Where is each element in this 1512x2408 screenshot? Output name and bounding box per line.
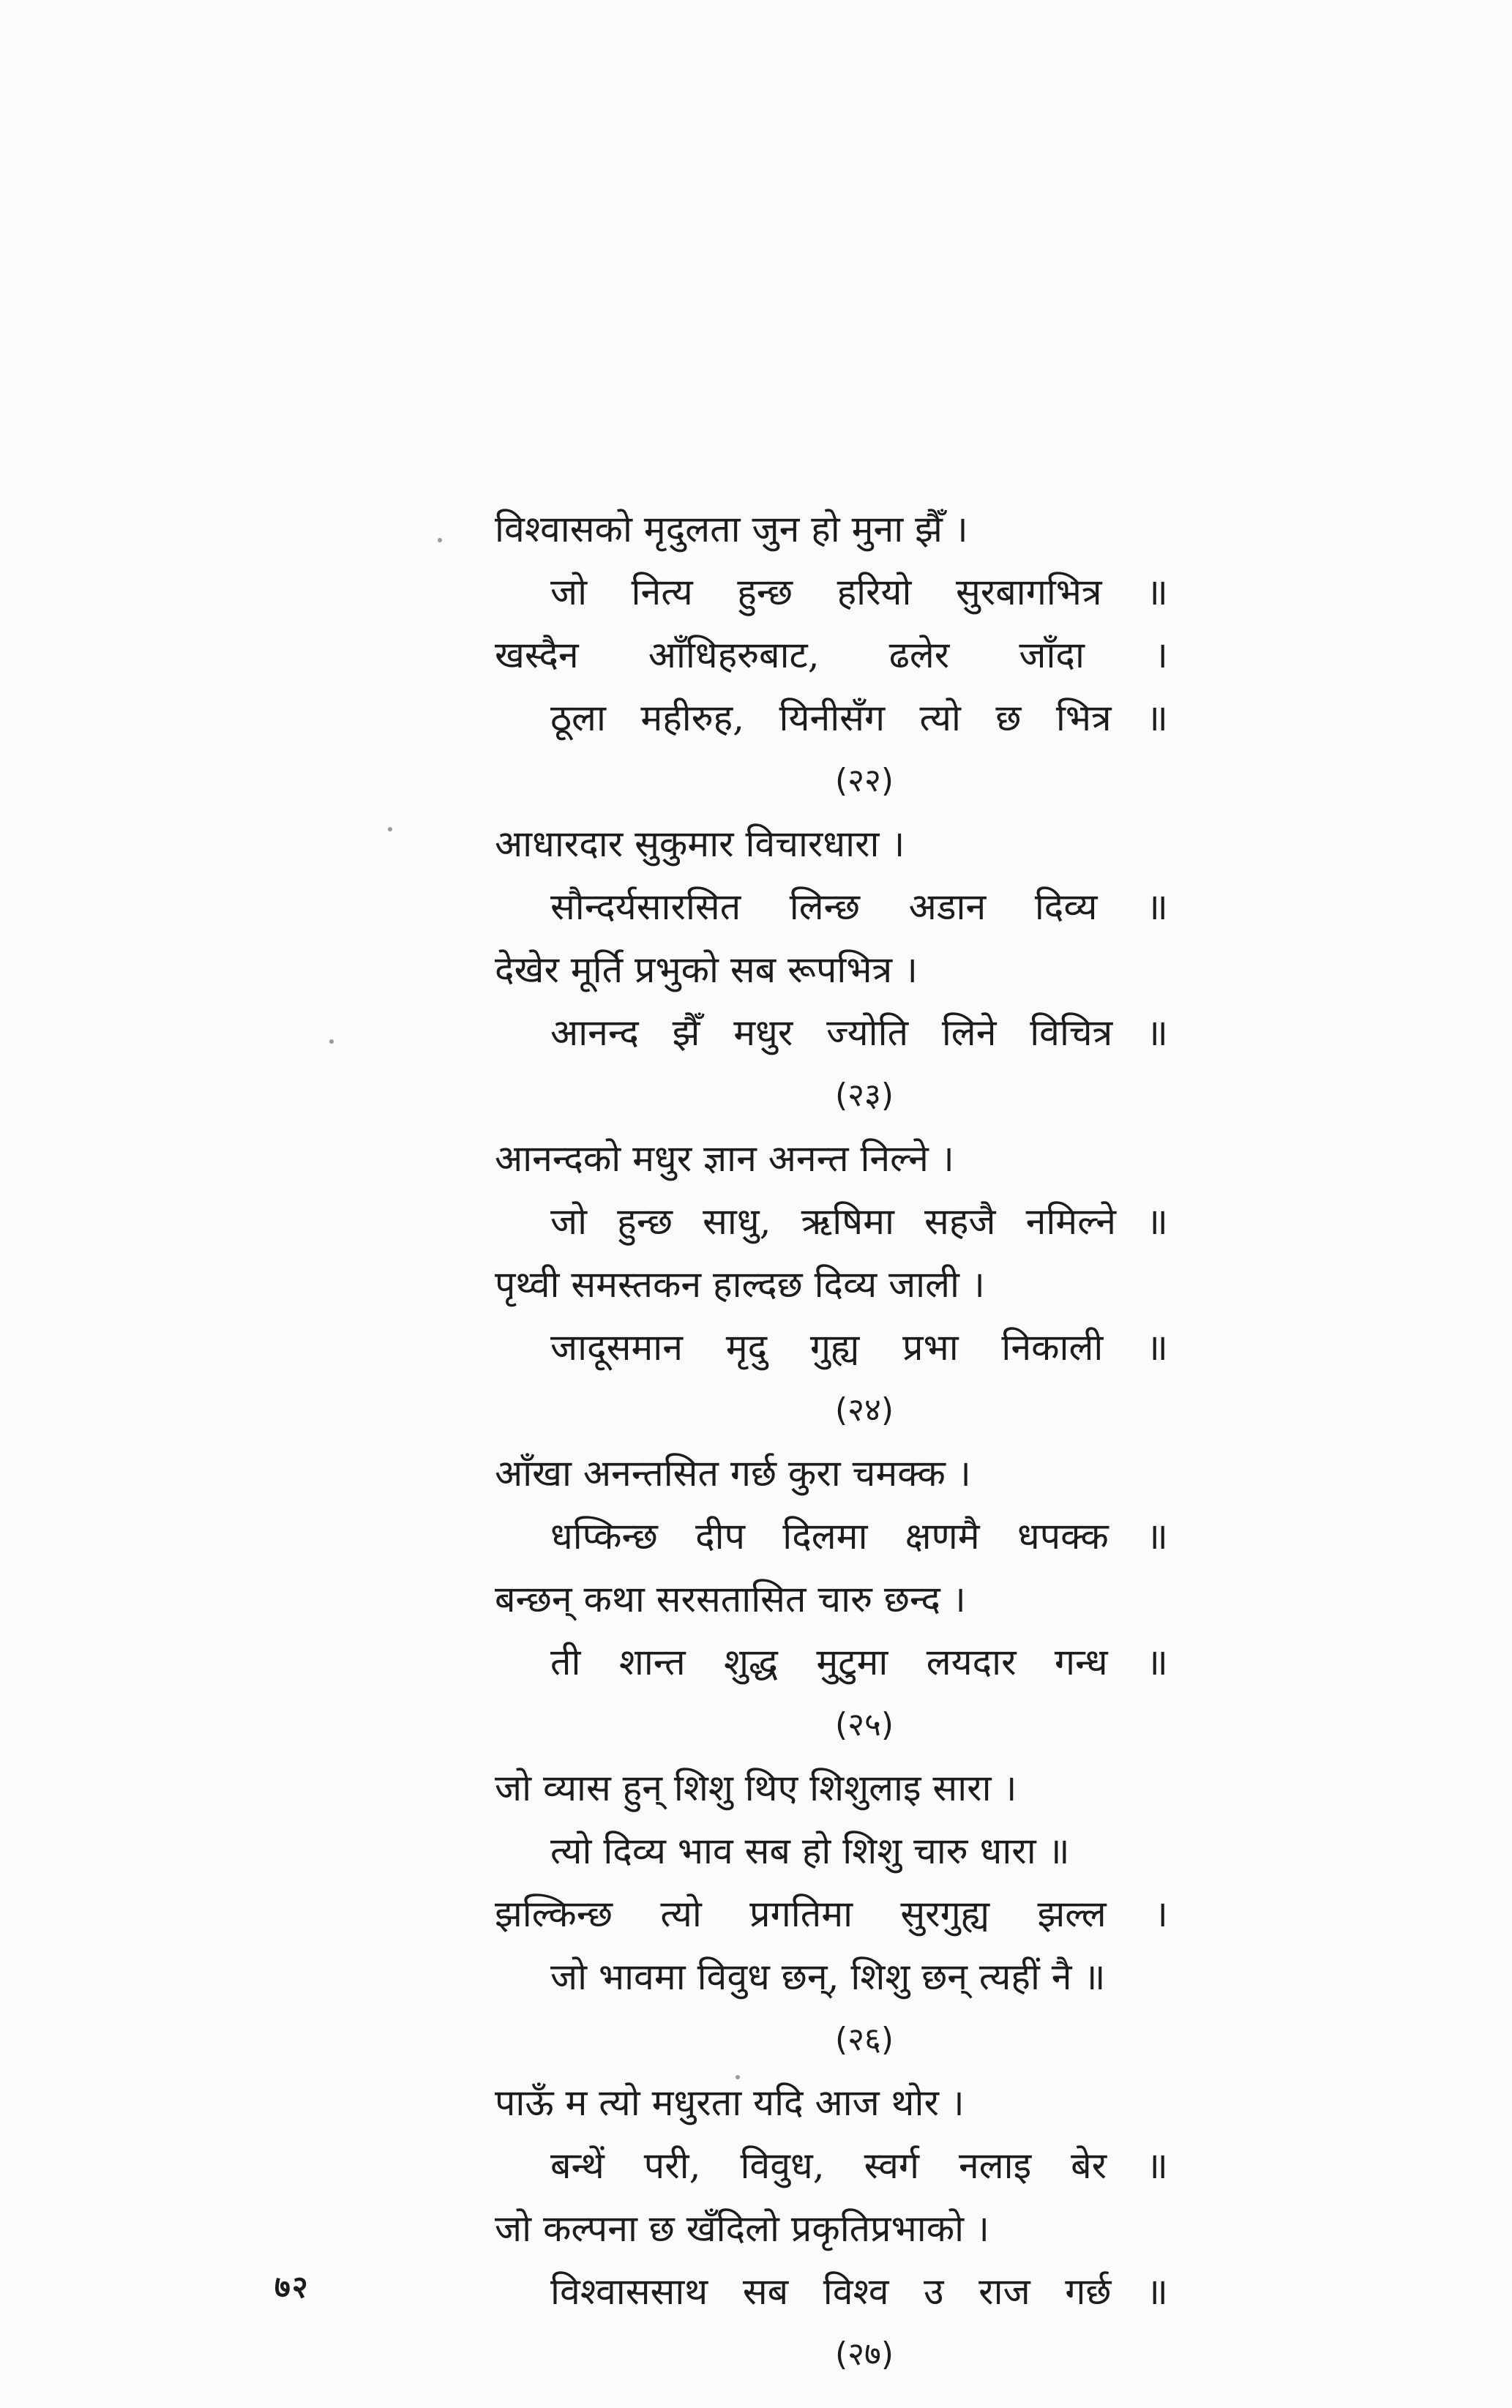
verse-line: धप्किन्छ दीप दिलमा क्षणमै धपक्क ॥ xyxy=(550,1515,1168,1558)
stanza xyxy=(495,498,1168,812)
verse-line: जो व्यास हुन् शिशु थिए शिशुलाइ सारा । xyxy=(495,1767,1017,1809)
verse-line: आधारदार सुकुमार विचारधारा । xyxy=(495,823,905,865)
stanza-number: (२२) xyxy=(834,762,894,799)
scan-speck xyxy=(438,538,442,542)
verse-line: जो कल्पना छ खँदिलो प्रकृतिप्रभाको । xyxy=(495,2207,989,2250)
scan-speck xyxy=(388,827,392,831)
verse-line: झल्किन्छ त्यो प्रगतिमा सुरगुह्य झल्ल । xyxy=(495,1893,1168,1935)
stanza-number: (२७) xyxy=(834,2336,894,2373)
verse-line: विश्वासको मृदुलता जुन हो मुना झैँ । xyxy=(495,508,968,550)
verse-line: आनन्द झैँ मधुर ज्योति लिने विचित्र ॥ xyxy=(550,1012,1168,1054)
verse-line: ठूला महीरुह, यिनीसँग त्यो छ भित्र ॥ xyxy=(550,697,1168,739)
stanza-number: (२५) xyxy=(834,1706,894,1743)
stanza xyxy=(495,812,1168,1127)
page-number: ७२ xyxy=(274,2269,310,2305)
verse-line: जो नित्य हुन्छ हरियो सुरबागभित्र ॥ xyxy=(550,571,1168,613)
stanza-number: (२३) xyxy=(834,1077,894,1114)
verse-line: बन्छन् कथा सरसतासित चारु छन्द । xyxy=(495,1578,966,1620)
poem xyxy=(495,498,1168,2386)
verse-line: पृथ्वी समस्तकन हाल्दछ दिव्य जाली । xyxy=(495,1263,985,1306)
verse-line: सौन्दर्यसारसित लिन्छ अडान दिव्य ॥ xyxy=(550,886,1168,928)
stanza-number: (२६) xyxy=(834,2021,894,2058)
verse-line: जादूसमान मृदु गुह्य प्रभा निकाली ॥ xyxy=(550,1326,1168,1369)
verse-line: विश्वाससाथ सब विश्व उ राज गर्छ ॥ xyxy=(550,2270,1168,2313)
verse-line: त्यो दिव्य भाव सब हो शिशु चारु धारा ॥ xyxy=(550,1830,1070,1872)
verse-line: आँखा अनन्तसित गर्छ कुरा चमक्क । xyxy=(495,1452,971,1495)
stanza xyxy=(495,2071,1168,2386)
verse-line: आनन्दको मधुर ज्ञान अनन्त निल्ने । xyxy=(495,1137,954,1180)
stanza xyxy=(495,1442,1168,1757)
stanza xyxy=(495,1127,1168,1442)
scan-speck xyxy=(736,2075,740,2079)
verse-line: पाऊँ म त्यो मधुरता यदि आज थोर । xyxy=(495,2082,965,2124)
stanza xyxy=(495,1757,1168,2071)
verse-line: खस्दैन आँधिहरुबाट, ढलेर जाँदा । xyxy=(495,634,1168,676)
stanza-number: (२४) xyxy=(834,1391,894,1429)
verse-line: देखेर मूर्ति प्रभुको सब रूपभित्र । xyxy=(495,949,918,991)
verse-line: जो भावमा विवुध छन्, शिशु छन् त्यहीं नै ॥ xyxy=(550,1956,1106,1998)
verse-line: बन्थें परी, विवुध, स्वर्ग नलाइ बेर ॥ xyxy=(550,2145,1168,2187)
scan-speck xyxy=(329,1039,334,1044)
verse-line: ती शान्त शुद्ध मुटुमा लयदार गन्ध ॥ xyxy=(550,1641,1168,1683)
verse-line: जो हुन्छ साधु, ऋषिमा सहजै नमिल्ने ॥ xyxy=(550,1200,1168,1243)
